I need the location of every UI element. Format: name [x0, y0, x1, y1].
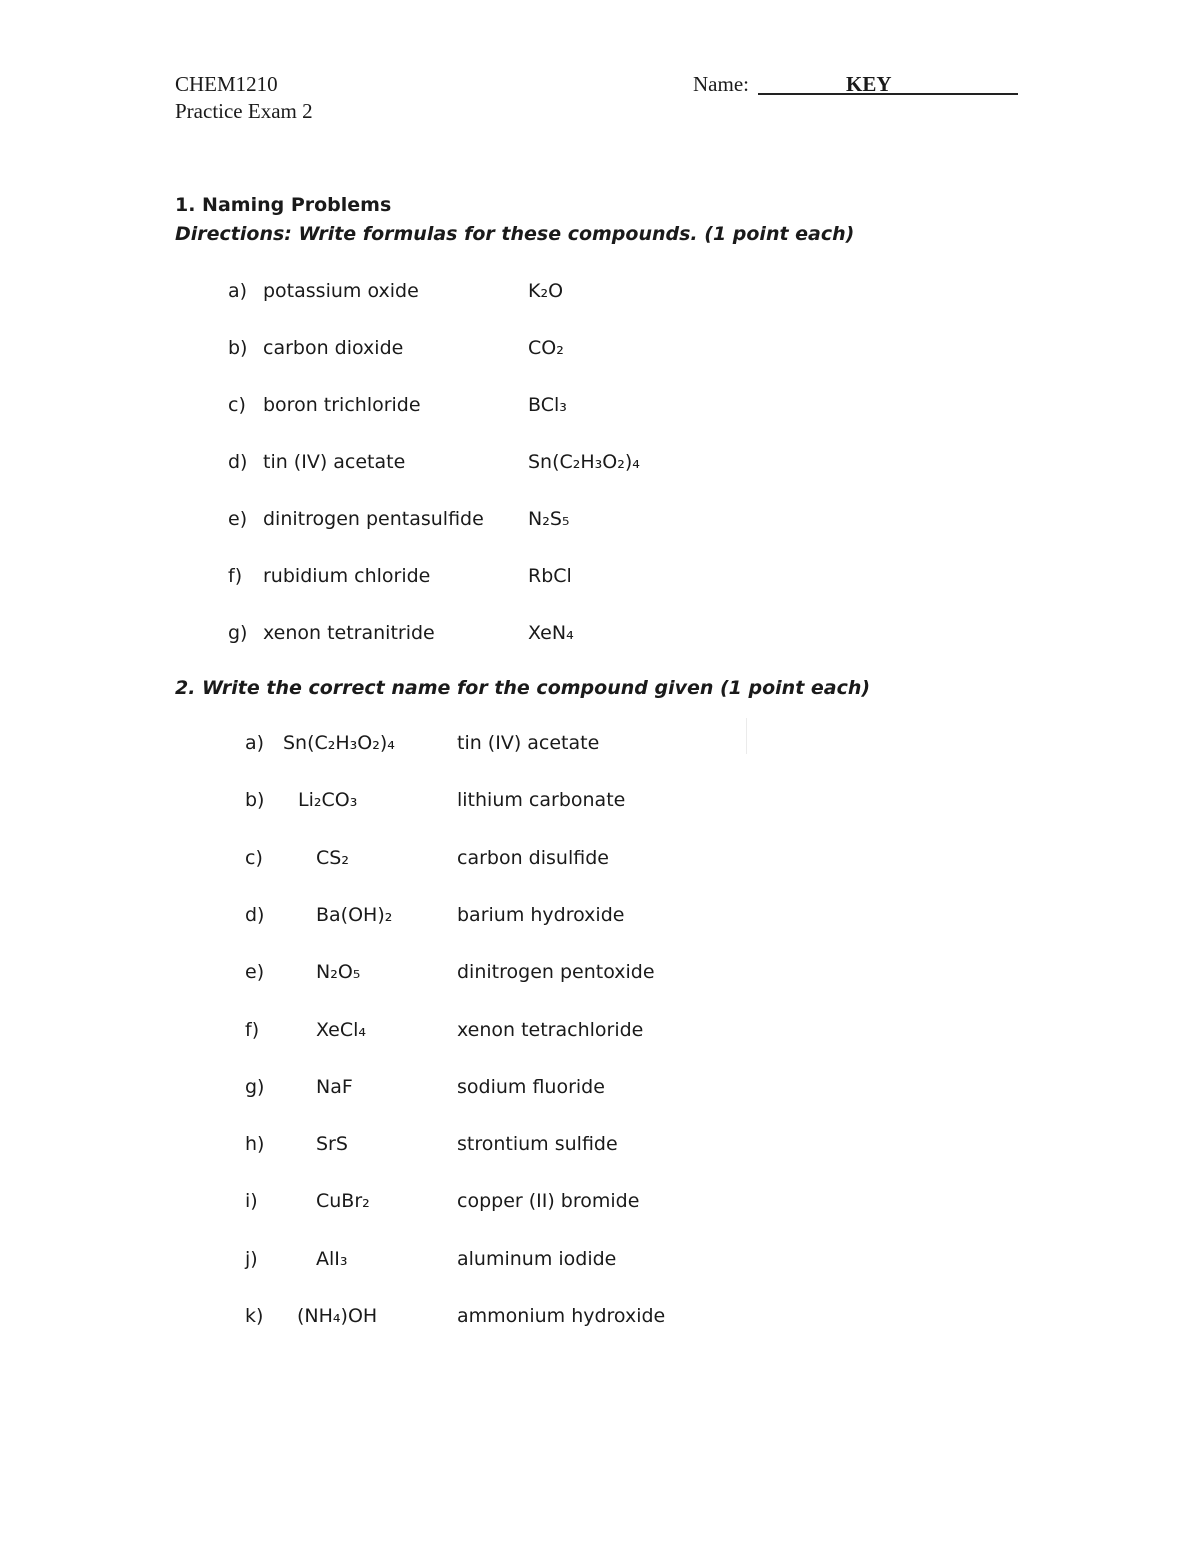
compound-formula: XeCl₄: [316, 1019, 367, 1041]
item-letter: b): [245, 789, 265, 811]
compound-name: copper (II) bromide: [457, 1190, 640, 1212]
compound-formula: CS₂: [316, 847, 349, 869]
compound-formula: AlI₃: [316, 1248, 348, 1270]
item-letter: c): [245, 847, 263, 869]
compound-formula: Li₂CO₃: [298, 789, 358, 811]
compound-name: lithium carbonate: [457, 789, 626, 811]
compound-name: tin (IV) acetate: [263, 451, 406, 473]
compound-name: carbon disulfide: [457, 847, 609, 869]
item-letter: e): [228, 508, 248, 530]
compound-formula: BCl₃: [528, 394, 567, 416]
compound-formula: CuBr₂: [316, 1190, 370, 1212]
item-letter: a): [228, 280, 248, 302]
compound-formula: N₂S₅: [528, 508, 570, 530]
compound-name: boron trichloride: [263, 394, 421, 416]
item-letter: i): [245, 1190, 258, 1212]
compound-name: rubidium chloride: [263, 565, 431, 587]
item-letter: g): [245, 1076, 265, 1098]
item-letter: a): [245, 732, 265, 754]
compound-formula: K₂O: [528, 280, 564, 302]
compound-formula: CO₂: [528, 337, 564, 359]
compound-name: dinitrogen pentoxide: [457, 961, 655, 983]
item-letter: k): [245, 1305, 264, 1327]
section1-directions: Directions: Write formulas for these compounds. (1 point each): [175, 223, 855, 245]
compound-name: barium hydroxide: [457, 904, 625, 926]
item-letter: g): [228, 622, 248, 644]
name-value: KEY: [846, 72, 892, 96]
compound-name: dinitrogen pentasulfide: [263, 508, 484, 530]
item-letter: d): [245, 904, 265, 926]
compound-formula: Sn(C₂H₃O₂)₄: [283, 732, 395, 754]
compound-name: sodium fluoride: [457, 1076, 605, 1098]
name-label: Name:: [693, 72, 749, 96]
compound-formula: XeN₄: [528, 622, 574, 644]
compound-name: ammonium hydroxide: [457, 1305, 666, 1327]
compound-formula: N₂O₅: [316, 961, 361, 983]
compound-formula: Sn(C₂H₃O₂)₄: [528, 451, 640, 473]
compound-name: strontium sulfide: [457, 1133, 618, 1155]
compound-formula: SrS: [316, 1133, 348, 1155]
item-letter: j): [245, 1248, 258, 1270]
item-letter: e): [245, 961, 265, 983]
item-letter: d): [228, 451, 248, 473]
compound-name: xenon tetranitride: [263, 622, 435, 644]
compound-name: aluminum iodide: [457, 1248, 617, 1270]
compound-formula: Ba(OH)₂: [316, 904, 393, 926]
compound-name: potassium oxide: [263, 280, 419, 302]
section2-title: 2. Write the correct name for the compound given (1 point each): [175, 677, 871, 699]
scan-artifact: [746, 718, 757, 754]
item-letter: c): [228, 394, 246, 416]
exam-title: Practice Exam 2: [175, 99, 313, 123]
item-letter: b): [228, 337, 248, 359]
compound-formula: (NH₄)OH: [297, 1305, 378, 1327]
section1-title: 1. Naming Problems: [175, 194, 392, 216]
item-letter: f): [228, 565, 243, 587]
compound-formula: RbCl: [528, 565, 572, 587]
compound-formula: NaF: [316, 1076, 353, 1098]
compound-name: xenon tetrachloride: [457, 1019, 644, 1041]
compound-name: carbon dioxide: [263, 337, 404, 359]
course-code: CHEM1210: [175, 72, 278, 96]
item-letter: f): [245, 1019, 260, 1041]
item-letter: h): [245, 1133, 265, 1155]
compound-name: tin (IV) acetate: [457, 732, 600, 754]
